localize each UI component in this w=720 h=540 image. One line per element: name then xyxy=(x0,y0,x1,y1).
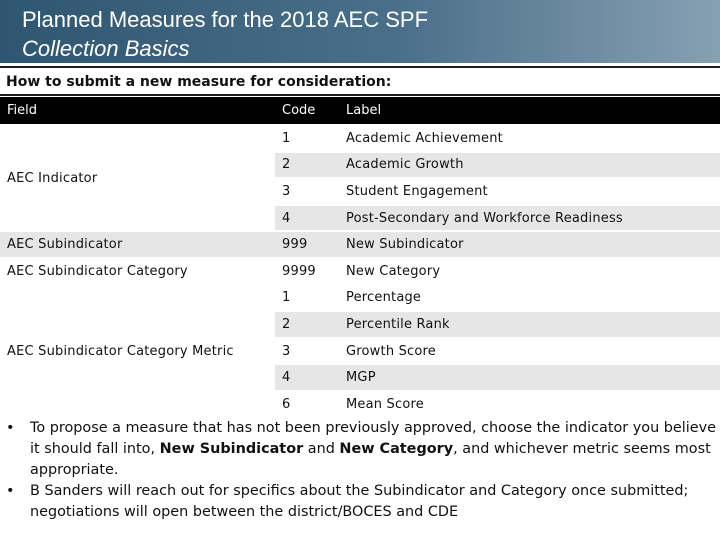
code-cell: 3 xyxy=(275,338,339,365)
table-header-row xyxy=(0,97,720,125)
label-cell: New Category xyxy=(339,258,720,285)
section-heading: How to submit a new measure for consideration: xyxy=(6,74,392,90)
divider-bottom xyxy=(0,94,720,96)
label-cell: Percentile Rank xyxy=(339,311,720,338)
label-cell: Growth Score xyxy=(339,338,720,365)
code-cell: 3 xyxy=(275,178,339,205)
table-row xyxy=(0,258,720,285)
slide-title: Planned Measures for the 2018 AEC SPF xyxy=(22,7,429,32)
label-cell: MGP xyxy=(339,364,720,391)
note-item xyxy=(6,481,716,523)
notes-list xyxy=(6,418,716,523)
code-cell: 4 xyxy=(275,364,339,391)
label-cell: Academic Growth xyxy=(339,152,720,179)
table-row xyxy=(0,231,720,258)
field-cell: AEC Indicator xyxy=(0,125,275,231)
measures-table xyxy=(0,97,720,419)
code-cell: 4 xyxy=(275,205,339,232)
code-cell: 6 xyxy=(275,391,339,418)
label-cell: New Subindicator xyxy=(339,231,720,258)
code-cell: 9999 xyxy=(275,258,339,285)
note-item xyxy=(6,418,716,481)
note-text: B Sanders will reach out for specifics about the Subindicator and Category once submitted; negotiations will open between the district/BOCES and CDE xyxy=(30,483,689,520)
table-row xyxy=(0,125,720,152)
code-cell: 1 xyxy=(275,125,339,152)
bullet-marker: • xyxy=(6,483,15,499)
code-cell: 999 xyxy=(275,231,339,258)
code-cell: 2 xyxy=(275,152,339,179)
note-emphasis: New Subindicator xyxy=(159,441,304,457)
column-header-label: Label xyxy=(339,97,720,125)
note-text: and xyxy=(303,441,340,457)
label-cell: Mean Score xyxy=(339,391,720,418)
code-cell: 2 xyxy=(275,311,339,338)
note-emphasis: New Category xyxy=(339,441,454,457)
table-row xyxy=(0,285,720,312)
label-cell: Student Engagement xyxy=(339,178,720,205)
label-cell: Academic Achievement xyxy=(339,125,720,152)
label-cell: Percentage xyxy=(339,285,720,312)
label-cell: Post-Secondary and Workforce Readiness xyxy=(339,205,720,232)
divider-top xyxy=(0,66,720,68)
field-cell: AEC Subindicator Category Metric xyxy=(0,285,275,418)
slide-subtitle: Collection Basics xyxy=(22,36,190,61)
code-cell: 1 xyxy=(275,285,339,312)
column-header-code: Code xyxy=(275,97,339,125)
note-text: , and whichever metric seems most appropriate. xyxy=(30,441,711,478)
bullet-marker: • xyxy=(6,420,15,436)
field-cell: AEC Subindicator Category xyxy=(0,258,275,285)
field-cell: AEC Subindicator xyxy=(0,231,275,258)
column-header-field: Field xyxy=(0,97,275,125)
slide-header xyxy=(0,0,720,63)
note-text: To propose a measure that has not been previously approved, choose the indicator you believe it should fall into, xyxy=(30,420,717,457)
